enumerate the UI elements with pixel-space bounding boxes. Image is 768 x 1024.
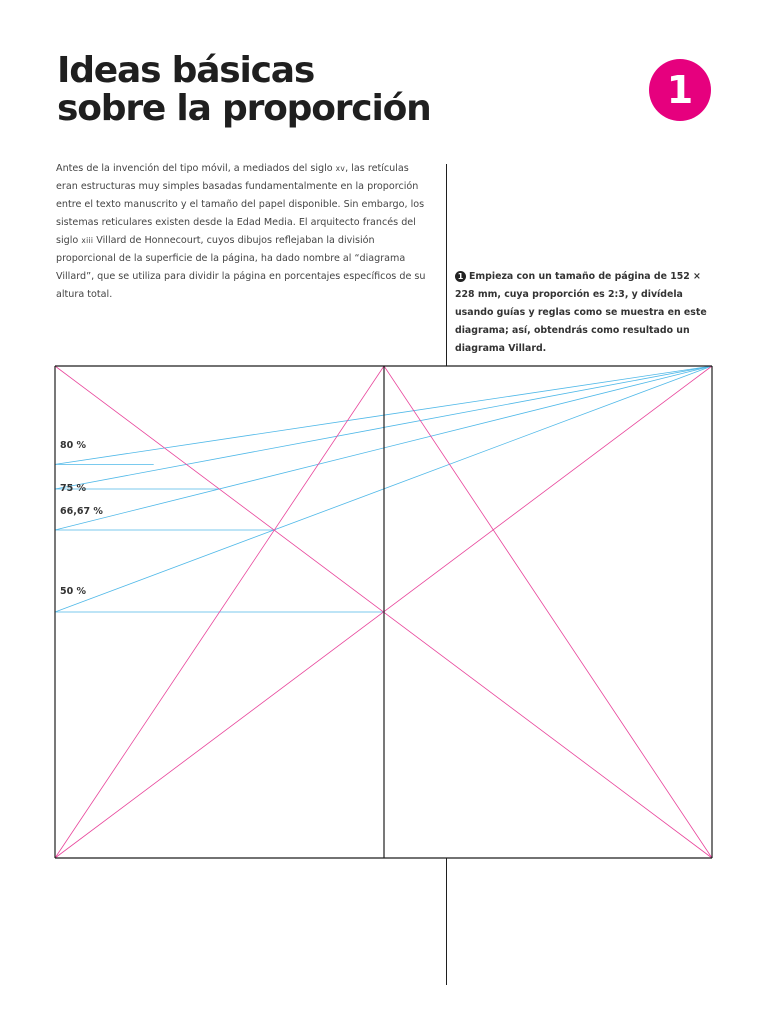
century-fifteen: xv — [335, 164, 346, 173]
percentage-label: 80 % — [60, 440, 87, 452]
caption-text: Empieza con un tamaño de página de 152 × 228 mm, cuya proporción es 2:3, y divídela usando guías y reglas como se muestra en este diagrama; así, obtendrás como resultado un diagrama Villard. — [455, 271, 707, 354]
title-line-2: sobre la proporción — [57, 88, 431, 129]
caption-number-icon: 1 — [455, 271, 466, 282]
percentage-label: 66,67 % — [60, 505, 103, 517]
intro-text-2: , las retículas eran estructuras muy simples basadas fundamentalmente en la proporción entre el texto manuscrito y el tamaño del papel disponible. Sin embargo, los sistemas reticulares existen desde la Edad Media. El arquitecto francés del siglo — [56, 163, 425, 246]
chapter-number-badge: 1 — [649, 59, 711, 121]
century-thirteen: xiii — [81, 236, 94, 245]
percentage-label: 50 % — [60, 586, 87, 597]
right-page-diagonal — [384, 366, 712, 858]
intro-text-3: Villard de Honnecourt, cuyos dibujos reflejaban la división proporcional de la superficie de la página, ha dado nombre al “diagrama Villard”, que se utiliza para dividir la página en porcentajes específicos de su altura total. — [56, 235, 426, 300]
intro-text-1: Antes de la invención del tipo móvil, a mediados del siglo — [56, 163, 336, 174]
percentage-label: 75 % — [60, 483, 87, 494]
title-line-1: Ideas básicas — [57, 50, 315, 91]
